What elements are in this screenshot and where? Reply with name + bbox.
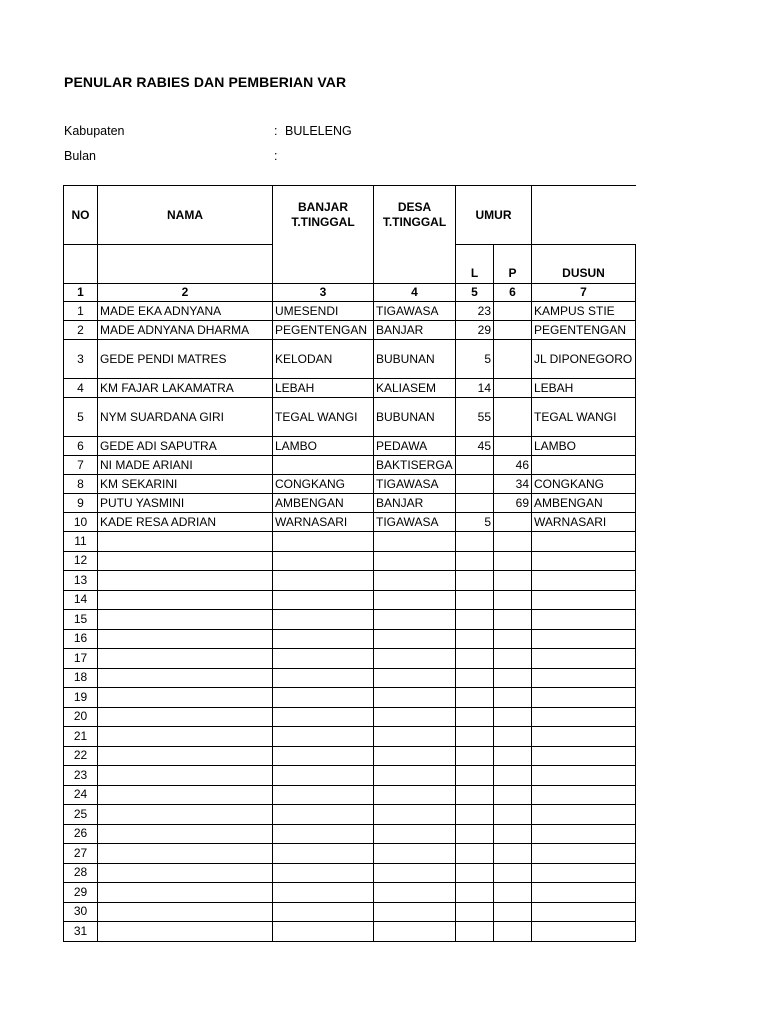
cell-no: 30 <box>64 902 98 922</box>
cell-no: 4 <box>64 379 98 398</box>
table-row <box>64 883 636 903</box>
cell-no: 18 <box>64 668 98 688</box>
cell-dusun <box>532 649 636 669</box>
cell-p <box>494 883 532 903</box>
cell-banjar <box>273 805 374 825</box>
cell-no: 9 <box>64 494 98 513</box>
cell-no: 3 <box>64 340 98 379</box>
col-number: 1 <box>64 284 98 302</box>
cell-dusun <box>532 532 636 552</box>
cell-dusun <box>532 746 636 766</box>
cell-l: 5 <box>456 513 494 532</box>
table-row <box>64 785 636 805</box>
cell-p <box>494 629 532 649</box>
cell-l: 55 <box>456 398 494 437</box>
cell-banjar: CONGKANG <box>273 475 374 494</box>
cell-desa <box>374 668 456 688</box>
kabupaten-value: BULELENG <box>285 124 352 138</box>
bulan-colon: : <box>274 149 278 163</box>
cell-dusun: KAMPUS STIE <box>532 302 636 321</box>
cell-desa: TIGAWASA <box>374 302 456 321</box>
cell-banjar: WARNASARI <box>273 513 374 532</box>
cell-l <box>456 649 494 669</box>
col-number: 5 <box>456 284 494 302</box>
cell-l <box>456 902 494 922</box>
header-blank <box>532 186 636 245</box>
cell-p <box>494 379 532 398</box>
cell-dusun: PEGENTENGAN <box>532 321 636 340</box>
table-row <box>64 805 636 825</box>
cell-banjar <box>273 590 374 610</box>
col-number: 2 <box>98 284 273 302</box>
cell-desa: BAKTISERGA <box>374 456 456 475</box>
cell-p <box>494 610 532 630</box>
cell-no: 8 <box>64 475 98 494</box>
cell-dusun <box>532 727 636 747</box>
cell-no: 16 <box>64 629 98 649</box>
table-row <box>64 610 636 630</box>
cell-banjar <box>273 746 374 766</box>
cell-l: 45 <box>456 437 494 456</box>
cell-l <box>456 707 494 727</box>
cell-banjar: LEBAH <box>273 379 374 398</box>
cell-nama <box>98 824 273 844</box>
header-l: L <box>456 245 494 284</box>
table-row <box>64 727 636 747</box>
cell-dusun: CONGKANG <box>532 475 636 494</box>
cell-desa: BANJAR <box>374 321 456 340</box>
header-nama-sub <box>98 245 273 284</box>
cell-dusun <box>532 902 636 922</box>
cell-no: 24 <box>64 785 98 805</box>
cell-desa <box>374 785 456 805</box>
cell-no: 28 <box>64 863 98 883</box>
col-number: 3 <box>273 284 374 302</box>
header-row-1 <box>64 186 636 245</box>
cell-dusun <box>532 610 636 630</box>
cell-desa <box>374 532 456 552</box>
cell-nama <box>98 902 273 922</box>
cell-nama: MADE ADNYANA DHARMA <box>98 321 273 340</box>
header-no-sub <box>64 245 98 284</box>
col-number: 4 <box>374 284 456 302</box>
cell-l <box>456 727 494 747</box>
cell-banjar <box>273 571 374 591</box>
cell-p <box>494 863 532 883</box>
table-row <box>64 629 636 649</box>
table-row <box>64 922 636 942</box>
table-body <box>64 186 636 942</box>
cell-desa <box>374 805 456 825</box>
cell-no: 10 <box>64 513 98 532</box>
cell-banjar: PEGENTENGAN <box>273 321 374 340</box>
cell-desa: TIGAWASA <box>374 513 456 532</box>
cell-l <box>456 766 494 786</box>
table-row <box>64 863 636 883</box>
cell-l <box>456 629 494 649</box>
cell-desa <box>374 707 456 727</box>
cell-banjar: UMESENDI <box>273 302 374 321</box>
cell-dusun: TEGAL WANGI <box>532 398 636 437</box>
cell-p <box>494 437 532 456</box>
cell-no: 26 <box>64 824 98 844</box>
cell-l <box>456 922 494 942</box>
cell-banjar <box>273 863 374 883</box>
cell-nama <box>98 746 273 766</box>
cell-no: 21 <box>64 727 98 747</box>
cell-banjar <box>273 785 374 805</box>
cell-p <box>494 902 532 922</box>
cell-nama: KADE RESA ADRIAN <box>98 513 273 532</box>
cell-no: 7 <box>64 456 98 475</box>
cell-p <box>494 571 532 591</box>
cell-nama <box>98 766 273 786</box>
cell-no: 29 <box>64 883 98 903</box>
cell-no: 2 <box>64 321 98 340</box>
cell-l <box>456 805 494 825</box>
table-row <box>64 571 636 591</box>
cell-no: 23 <box>64 766 98 786</box>
cell-desa <box>374 551 456 571</box>
header-p: P <box>494 245 532 284</box>
cell-p: 46 <box>494 456 532 475</box>
cell-banjar <box>273 456 374 475</box>
cell-desa <box>374 824 456 844</box>
cell-nama <box>98 668 273 688</box>
table-row <box>64 649 636 669</box>
cell-banjar <box>273 844 374 864</box>
cell-l: 23 <box>456 302 494 321</box>
cell-nama: GEDE PENDI MATRES <box>98 340 273 379</box>
cell-dusun: WARNASARI <box>532 513 636 532</box>
cell-nama <box>98 551 273 571</box>
cell-p <box>494 649 532 669</box>
cell-p <box>494 590 532 610</box>
cell-banjar <box>273 902 374 922</box>
cell-desa: BUBUNAN <box>374 398 456 437</box>
cell-banjar <box>273 824 374 844</box>
cell-l <box>456 863 494 883</box>
table-row <box>64 437 636 456</box>
cell-dusun <box>532 863 636 883</box>
cell-dusun <box>532 688 636 708</box>
cell-desa <box>374 610 456 630</box>
cell-no: 31 <box>64 922 98 942</box>
cell-desa <box>374 746 456 766</box>
cell-p <box>494 785 532 805</box>
cell-dusun <box>532 668 636 688</box>
cell-dusun: JL DIPONEGORO <box>532 340 636 379</box>
cell-nama: NI MADE ARIANI <box>98 456 273 475</box>
table-row <box>64 746 636 766</box>
cell-l <box>456 610 494 630</box>
cell-no: 17 <box>64 649 98 669</box>
cell-l <box>456 475 494 494</box>
cell-nama <box>98 610 273 630</box>
cell-nama <box>98 649 273 669</box>
cell-no: 11 <box>64 532 98 552</box>
table-row <box>64 902 636 922</box>
cell-desa <box>374 883 456 903</box>
header-desa: DESA T.TINGGAL <box>374 186 456 284</box>
cell-no: 22 <box>64 746 98 766</box>
header-banjar: BANJAR T.TINGGAL <box>273 186 374 284</box>
cell-banjar: LAMBO <box>273 437 374 456</box>
cell-banjar <box>273 668 374 688</box>
cell-l: 14 <box>456 379 494 398</box>
cell-desa <box>374 766 456 786</box>
cell-banjar <box>273 649 374 669</box>
cell-dusun <box>532 766 636 786</box>
cell-desa <box>374 688 456 708</box>
cell-desa <box>374 902 456 922</box>
cell-l <box>456 883 494 903</box>
cell-banjar <box>273 766 374 786</box>
cell-dusun <box>532 551 636 571</box>
cell-p <box>494 824 532 844</box>
cell-nama <box>98 844 273 864</box>
cell-banjar <box>273 727 374 747</box>
cell-nama <box>98 863 273 883</box>
kabupaten-colon: : <box>274 124 278 138</box>
table-row <box>64 379 636 398</box>
table-row <box>64 844 636 864</box>
cell-no: 25 <box>64 805 98 825</box>
cell-dusun <box>532 456 636 475</box>
header-umur: UMUR <box>456 186 532 245</box>
cell-no: 6 <box>64 437 98 456</box>
cell-l <box>456 785 494 805</box>
cell-nama <box>98 727 273 747</box>
cell-no: 12 <box>64 551 98 571</box>
cell-nama <box>98 707 273 727</box>
cell-desa <box>374 922 456 942</box>
cell-nama: GEDE ADI SAPUTRA <box>98 437 273 456</box>
cell-banjar: AMBENGAN <box>273 494 374 513</box>
table-row <box>64 456 636 475</box>
cell-desa <box>374 571 456 591</box>
table-row <box>64 475 636 494</box>
cell-p <box>494 513 532 532</box>
cell-l <box>456 746 494 766</box>
cell-p <box>494 707 532 727</box>
cell-dusun <box>532 922 636 942</box>
cell-l <box>456 688 494 708</box>
table-row <box>64 824 636 844</box>
col-number: 7 <box>532 284 636 302</box>
cell-nama <box>98 532 273 552</box>
cell-p <box>494 844 532 864</box>
cell-desa: TIGAWASA <box>374 475 456 494</box>
table-row <box>64 590 636 610</box>
cell-nama <box>98 629 273 649</box>
cell-l: 5 <box>456 340 494 379</box>
cell-desa <box>374 844 456 864</box>
cell-dusun <box>532 805 636 825</box>
cell-l <box>456 844 494 864</box>
cell-nama: MADE EKA ADNYANA <box>98 302 273 321</box>
cell-p <box>494 727 532 747</box>
cell-dusun <box>532 883 636 903</box>
cell-p <box>494 922 532 942</box>
cell-banjar: KELODAN <box>273 340 374 379</box>
cell-p: 69 <box>494 494 532 513</box>
cell-p <box>494 746 532 766</box>
header-nama: NAMA <box>98 186 273 245</box>
table-row <box>64 398 636 437</box>
cell-dusun <box>532 844 636 864</box>
cell-banjar <box>273 629 374 649</box>
cell-l <box>456 494 494 513</box>
cell-dusun: AMBENGAN <box>532 494 636 513</box>
cell-p <box>494 340 532 379</box>
cell-p <box>494 302 532 321</box>
table-row <box>64 532 636 552</box>
cell-nama: KM SEKARINI <box>98 475 273 494</box>
cell-nama <box>98 805 273 825</box>
table-row <box>64 551 636 571</box>
cell-desa: KALIASEM <box>374 379 456 398</box>
header-dusun: DUSUN <box>532 245 636 284</box>
table-row <box>64 494 636 513</box>
cell-desa: PEDAWA <box>374 437 456 456</box>
cell-l <box>456 668 494 688</box>
table-row <box>64 513 636 532</box>
cell-p <box>494 668 532 688</box>
bulan-label: Bulan <box>64 149 96 163</box>
cell-p <box>494 398 532 437</box>
cell-nama <box>98 785 273 805</box>
cell-nama <box>98 688 273 708</box>
cell-nama <box>98 571 273 591</box>
cell-banjar <box>273 883 374 903</box>
cell-dusun: LAMBO <box>532 437 636 456</box>
col-number: 6 <box>494 284 532 302</box>
page-title: PENULAR RABIES DAN PEMBERIAN VAR <box>64 74 347 90</box>
cell-dusun <box>532 571 636 591</box>
cell-l <box>456 551 494 571</box>
cell-banjar <box>273 707 374 727</box>
cell-desa <box>374 649 456 669</box>
cell-no: 13 <box>64 571 98 591</box>
cell-l <box>456 532 494 552</box>
cell-banjar <box>273 532 374 552</box>
cell-no: 15 <box>64 610 98 630</box>
cell-p <box>494 688 532 708</box>
table-row <box>64 688 636 708</box>
cell-nama: NYM SUARDANA GIRI <box>98 398 273 437</box>
cell-banjar <box>273 610 374 630</box>
cell-desa: BUBUNAN <box>374 340 456 379</box>
kabupaten-label: Kabupaten <box>64 124 125 138</box>
cell-l <box>456 590 494 610</box>
data-table <box>63 185 636 942</box>
cell-desa: BANJAR <box>374 494 456 513</box>
cell-desa <box>374 629 456 649</box>
cell-dusun <box>532 785 636 805</box>
cell-desa <box>374 727 456 747</box>
cell-nama <box>98 883 273 903</box>
cell-p <box>494 766 532 786</box>
cell-no: 19 <box>64 688 98 708</box>
cell-p: 34 <box>494 475 532 494</box>
cell-banjar <box>273 688 374 708</box>
cell-nama <box>98 922 273 942</box>
cell-l <box>456 571 494 591</box>
cell-banjar <box>273 551 374 571</box>
cell-no: 27 <box>64 844 98 864</box>
cell-no: 14 <box>64 590 98 610</box>
cell-banjar: TEGAL WANGI <box>273 398 374 437</box>
table-row <box>64 668 636 688</box>
cell-no: 20 <box>64 707 98 727</box>
cell-dusun: LEBAH <box>532 379 636 398</box>
cell-l <box>456 456 494 475</box>
cell-p <box>494 805 532 825</box>
cell-nama: PUTU YASMINI <box>98 494 273 513</box>
cell-no: 1 <box>64 302 98 321</box>
table-row <box>64 707 636 727</box>
cell-nama <box>98 590 273 610</box>
cell-l <box>456 824 494 844</box>
cell-nama: KM FAJAR LAKAMATRA <box>98 379 273 398</box>
cell-desa <box>374 590 456 610</box>
cell-no: 5 <box>64 398 98 437</box>
table-row <box>64 302 636 321</box>
column-number-row <box>64 284 636 302</box>
cell-desa <box>374 863 456 883</box>
cell-l: 29 <box>456 321 494 340</box>
header-no: NO <box>64 186 98 245</box>
cell-dusun <box>532 590 636 610</box>
cell-p <box>494 321 532 340</box>
cell-p <box>494 551 532 571</box>
cell-dusun <box>532 707 636 727</box>
cell-banjar <box>273 922 374 942</box>
cell-p <box>494 532 532 552</box>
cell-dusun <box>532 629 636 649</box>
table-row <box>64 321 636 340</box>
cell-dusun <box>532 824 636 844</box>
table-row <box>64 340 636 379</box>
table-row <box>64 766 636 786</box>
